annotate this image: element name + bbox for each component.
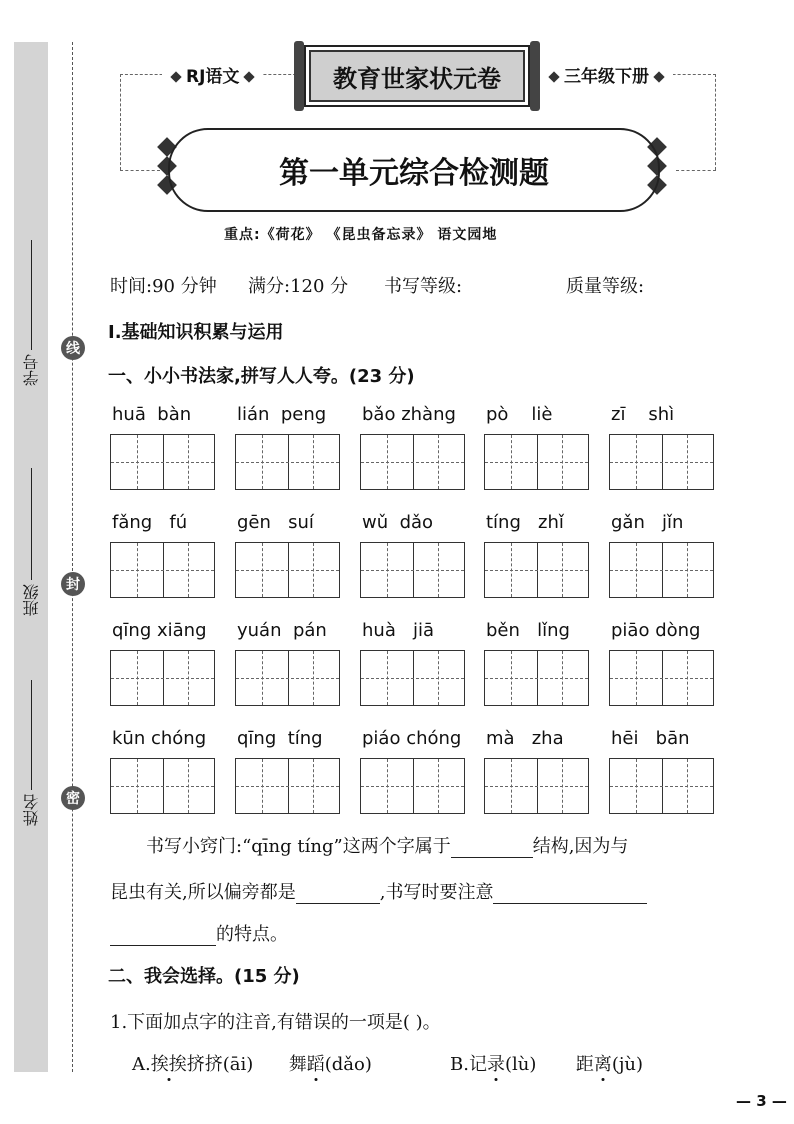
tip-text-2b: ,书写时要注意 — [379, 882, 494, 903]
grid-guide — [111, 462, 214, 463]
grid-guide — [511, 435, 512, 489]
tip-line-1 — [146, 832, 628, 858]
option-a-word2-first: 舞 — [288, 1054, 307, 1075]
writing-box[interactable] — [484, 542, 589, 598]
grid-guide — [387, 651, 388, 705]
grid-guide — [262, 651, 263, 705]
grid-guide — [562, 651, 563, 705]
grid-guide — [361, 462, 464, 463]
writing-box[interactable] — [235, 542, 340, 598]
grid-guide — [137, 759, 138, 813]
header-hook-right — [676, 170, 716, 171]
class-field — [14, 468, 48, 616]
grid-guide — [636, 759, 637, 813]
q2-item-1: 1.下面加点字的注音,有错误的一项是( )。 — [110, 1012, 441, 1033]
option-a-label: A. — [132, 1054, 151, 1075]
title-banner — [168, 128, 660, 212]
tip-line-3 — [110, 920, 288, 946]
pinyin-label: piáo chóng — [362, 728, 462, 749]
part1-heading: Ⅰ.基础知识积累与运用 — [108, 322, 284, 343]
diamond-icon — [653, 71, 664, 82]
grid-guide — [111, 678, 214, 679]
writing-box[interactable] — [235, 758, 340, 814]
grid-guide — [188, 759, 189, 813]
option-b-word1-dotted: 录 — [486, 1054, 505, 1075]
grid-guide — [361, 570, 464, 571]
student-id-line — [31, 240, 32, 350]
grid-guide — [387, 435, 388, 489]
writing-box[interactable] — [484, 434, 589, 490]
feature-blank[interactable] — [110, 925, 216, 946]
pinyin-label: bǎo zhàng — [362, 404, 456, 425]
pinyin-label: kūn chóng — [112, 728, 207, 749]
series-scroll — [304, 45, 530, 107]
name-field — [14, 680, 48, 826]
time-info: 时间:90 分钟 — [110, 276, 217, 297]
pinyin-label: mà zha — [486, 728, 564, 749]
pinyin-label: huà jiā — [362, 620, 435, 641]
option-b-pinyin1: (lù) — [504, 1054, 537, 1075]
grade-text: 三年级下册 — [564, 67, 649, 87]
tip-text-2a: 昆虫有关,所以偏旁都是 — [110, 882, 296, 903]
grid-guide — [137, 435, 138, 489]
page-title: 第一单元综合检测题 — [279, 156, 549, 191]
option-a-word1-dotted: 挨挨 — [150, 1054, 187, 1075]
grid-guide — [636, 435, 637, 489]
pinyin-label: hēi bān — [611, 728, 690, 749]
pinyin-label: lián peng — [237, 404, 327, 425]
option-a-pinyin2: (dǎo) — [324, 1054, 372, 1075]
header-vline-right — [715, 74, 716, 170]
writing-box[interactable] — [110, 542, 215, 598]
grid-guide — [387, 543, 388, 597]
grid-guide — [687, 651, 688, 705]
grid-guide — [485, 678, 588, 679]
option-b-word2-dotted: 离 — [593, 1054, 612, 1075]
grid-guide — [511, 759, 512, 813]
option-b-word2-first: 距 — [575, 1054, 594, 1075]
writing-box[interactable] — [484, 650, 589, 706]
grid-guide — [562, 435, 563, 489]
grid-guide — [387, 759, 388, 813]
writing-box[interactable] — [609, 758, 714, 814]
grid-guide — [361, 678, 464, 679]
scroll-rod-left — [294, 41, 304, 111]
grid-guide — [137, 543, 138, 597]
student-id-label: 学号 — [21, 354, 41, 386]
student-id-field — [14, 240, 48, 386]
series-title: 教育世家状元卷 — [333, 64, 501, 93]
option-a-pinyin1: (āi) — [222, 1054, 254, 1075]
quality-grade-info: 质量等级: — [566, 276, 645, 297]
diamond-icon — [244, 71, 255, 82]
pinyin-label: piāo dòng — [611, 620, 701, 641]
writing-box[interactable] — [110, 758, 215, 814]
grid-guide — [111, 786, 214, 787]
grid-guide — [438, 759, 439, 813]
tip-text-1b: 结构,因为与 — [532, 836, 629, 857]
grid-guide — [262, 435, 263, 489]
q2-heading: 二、我会选择。(15 分) — [108, 966, 300, 987]
edition-text: RJ语文 — [186, 67, 240, 87]
pinyin-label: wǔ dǎo — [362, 512, 434, 533]
grid-guide — [361, 786, 464, 787]
option-b — [450, 1050, 643, 1076]
grid-guide — [236, 786, 339, 787]
pinyin-label: fǎng fú — [112, 512, 188, 533]
grid-guide — [485, 570, 588, 571]
option-a-word1-rest: 挤挤 — [186, 1054, 223, 1075]
writing-box[interactable] — [360, 650, 465, 706]
grid-guide — [610, 678, 713, 679]
grid-guide — [511, 651, 512, 705]
name-line — [31, 680, 32, 790]
header-hook-left — [120, 170, 160, 171]
grid-guide — [562, 759, 563, 813]
page-number: — 3 — — [736, 1092, 787, 1110]
grid-guide — [485, 462, 588, 463]
diamond-icon — [548, 71, 559, 82]
grid-guide — [687, 759, 688, 813]
grid-guide — [188, 543, 189, 597]
pinyin-label: pò liè — [486, 404, 553, 425]
seal-line-mark: 线 — [61, 336, 85, 360]
writing-box[interactable] — [235, 434, 340, 490]
header-vline-left — [120, 74, 121, 170]
pinyin-label: yuán pán — [237, 620, 327, 641]
edition-tag — [162, 62, 263, 87]
option-b-label: B. — [450, 1054, 469, 1075]
grid-guide — [438, 543, 439, 597]
grid-guide — [687, 543, 688, 597]
grid-guide — [438, 435, 439, 489]
grid-guide — [636, 651, 637, 705]
option-a — [132, 1050, 372, 1076]
class-line — [31, 468, 32, 580]
pinyin-label: gǎn jǐn — [611, 512, 684, 533]
writing-box[interactable] — [609, 542, 714, 598]
diamond-icon — [170, 71, 181, 82]
writing-box[interactable] — [360, 542, 465, 598]
grid-guide — [485, 786, 588, 787]
grid-guide — [188, 651, 189, 705]
grid-guide — [236, 462, 339, 463]
seal-seal-mark: 封 — [61, 572, 85, 596]
class-label: 班级 — [21, 584, 41, 616]
writing-grade-info: 书写等级: — [384, 276, 463, 297]
grid-guide — [262, 759, 263, 813]
grid-guide — [262, 543, 263, 597]
pinyin-label: gēn suí — [237, 512, 314, 533]
grid-guide — [610, 786, 713, 787]
grid-guide — [111, 570, 214, 571]
writing-box[interactable] — [609, 650, 714, 706]
grid-guide — [562, 543, 563, 597]
grid-guide — [438, 651, 439, 705]
writing-box[interactable] — [609, 434, 714, 490]
grid-guide — [511, 543, 512, 597]
writing-box[interactable] — [235, 650, 340, 706]
grid-guide — [188, 435, 189, 489]
writing-box[interactable] — [360, 434, 465, 490]
tip-line-2 — [110, 878, 647, 904]
grade-tag — [540, 62, 673, 87]
pinyin-label: qīng xiāng — [112, 620, 207, 641]
writing-box[interactable] — [360, 758, 465, 814]
radical-blank[interactable] — [296, 883, 380, 904]
grid-guide — [610, 462, 713, 463]
pinyin-label: zī shì — [611, 404, 675, 425]
tip-text-3: 的特点。 — [216, 924, 288, 945]
grid-guide — [313, 543, 314, 597]
option-a-word2-dotted: 蹈 — [306, 1054, 325, 1075]
option-b-pinyin2: (jù) — [611, 1054, 644, 1075]
scroll-rod-right — [530, 41, 540, 111]
grid-guide — [687, 435, 688, 489]
cut-line — [72, 42, 73, 1072]
writing-box[interactable] — [110, 434, 215, 490]
grid-guide — [636, 543, 637, 597]
pinyin-label: qīng tíng — [237, 728, 323, 749]
option-b-word1-first: 记 — [468, 1054, 487, 1075]
grid-guide — [137, 651, 138, 705]
q1-heading: 一、小小书法家,拼写人人夸。(23 分) — [108, 366, 415, 387]
grid-guide — [313, 435, 314, 489]
pinyin-label: tíng zhǐ — [486, 512, 564, 533]
writing-box[interactable] — [484, 758, 589, 814]
pinyin-label: huā bàn — [112, 404, 192, 425]
writing-box[interactable] — [110, 650, 215, 706]
grid-guide — [236, 570, 339, 571]
name-label: 姓名 — [21, 794, 41, 826]
grid-guide — [236, 678, 339, 679]
grid-guide — [313, 651, 314, 705]
seal-secret-mark: 密 — [61, 786, 85, 810]
attention-blank[interactable] — [493, 883, 647, 904]
grid-guide — [610, 570, 713, 571]
key-points: 重点:《荷花》 《昆虫备忘录》 语文园地 — [224, 227, 498, 243]
tip-text-1a: 书写小窍门:“qīng tíng”这两个字属于 — [146, 836, 451, 857]
full-score-info: 满分:120 分 — [248, 276, 349, 297]
grid-guide — [313, 759, 314, 813]
structure-blank[interactable] — [451, 837, 533, 858]
pinyin-label: běn lǐng — [486, 620, 570, 641]
